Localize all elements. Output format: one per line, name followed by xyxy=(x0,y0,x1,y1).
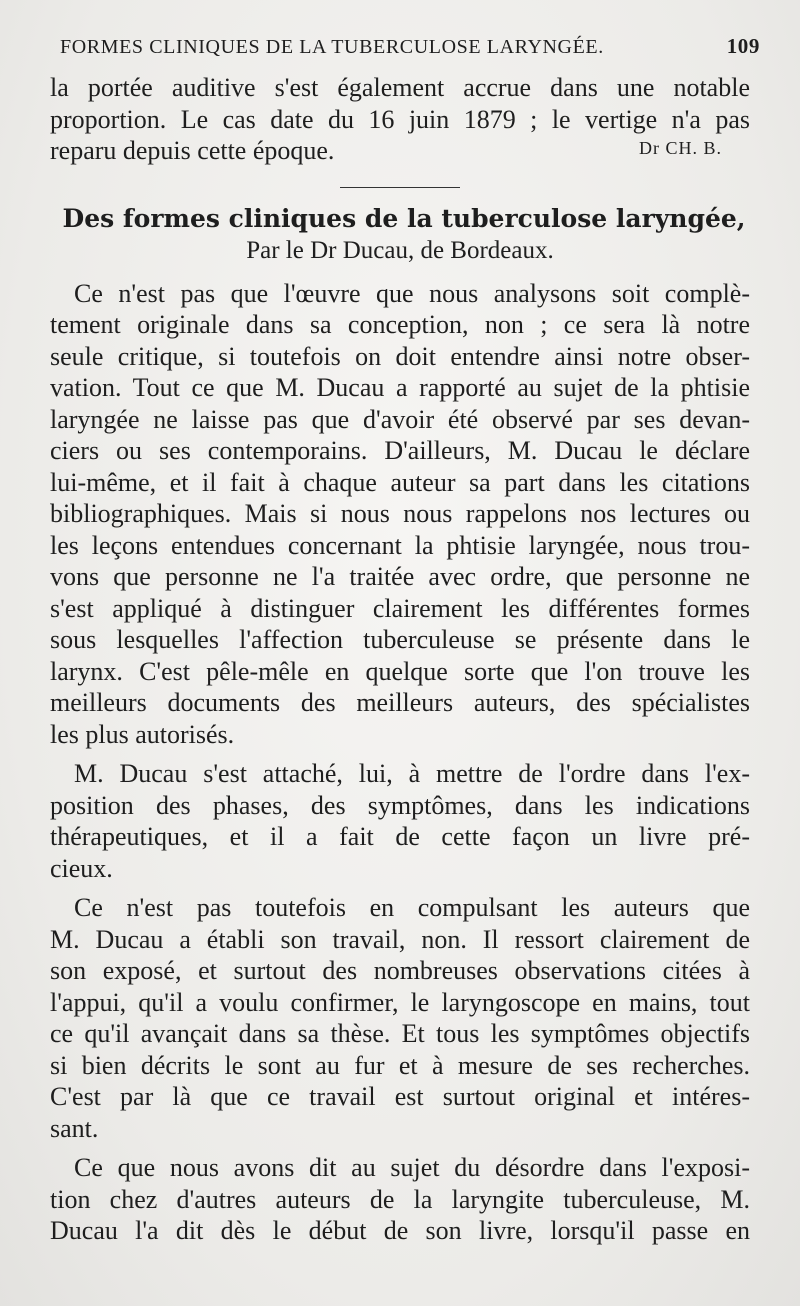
text-line: proportion. Le cas date du 16 juin 1879 ; le vertige n'a pas xyxy=(50,104,750,134)
article-author: Par le Dr Ducau, de Bordeaux. xyxy=(246,236,554,264)
paragraph xyxy=(50,892,750,1144)
running-header xyxy=(60,34,760,59)
text-line: Ce n'est pas toutefois en compulsant les auteurs que xyxy=(74,893,750,922)
text-line: les leçons entendues concernant la phtisie laryngée, nous trou- xyxy=(50,530,750,560)
text-line: tement originale dans sa conception, non ; ce sera là notre xyxy=(50,310,750,339)
text-line: l'appui, qu'il a voulu confirmer, le laryngoscope en mains, tout xyxy=(50,987,750,1017)
text-line: s'est appliqué à distinguer clairement les différentes formes xyxy=(50,593,750,623)
text-line: la portée auditive s'est également accrue dans une notable xyxy=(50,73,750,102)
page-number: 109 xyxy=(726,34,760,58)
page-body xyxy=(50,72,750,1247)
text-line: reparu depuis cette époque. xyxy=(50,136,335,165)
text-line: sant. xyxy=(50,1113,99,1143)
text-line: C'est par là que ce travail est surtout original et intéres- xyxy=(50,1082,750,1111)
paragraph-gap xyxy=(50,750,750,758)
text-line: son exposé, et surtout des nombreuses observations citées à xyxy=(50,956,750,985)
section-divider xyxy=(340,187,460,188)
text-line: seule critique, si toutefois on doit entendre ainsi notre obser- xyxy=(50,341,750,371)
text-line: ciers ou ses contemporains. D'ailleurs, M. Ducau le déclare xyxy=(50,436,750,465)
text-line: si bien décrits le sont au fur et à mesure de ses recherches. xyxy=(50,1050,750,1080)
text-line: M. Ducau a établi son travail, non. Il ressort clairement de xyxy=(50,924,750,954)
text-line: tion chez d'autres auteurs de la laryngite tuberculeuse, M. xyxy=(50,1184,750,1214)
text-line: M. Ducau s'est attaché, lui, à mettre de l'ordre dans l'ex- xyxy=(74,759,750,788)
paragraph xyxy=(50,1152,750,1247)
running-title: FORMES CLINIQUES DE LA TUBERCULOSE LARYNGÉE. xyxy=(60,36,604,58)
text-line: sous lesquelles l'affection tuberculeuse se présente dans le xyxy=(50,625,750,654)
text-line: les plus autorisés. xyxy=(50,719,235,749)
text-line: Ce que nous avons dit au sujet du désordre dans l'exposi- xyxy=(74,1153,750,1182)
article-title: Des formes cliniques de la tuberculose laryngée, xyxy=(62,203,746,233)
text-line: thérapeutiques, et il a fait de cette façon un livre pré- xyxy=(50,822,750,851)
text-line: ce qu'il avançait dans sa thèse. Et tous les symptômes objectifs xyxy=(50,1019,750,1048)
signature: Dr CH. B. xyxy=(638,138,722,158)
text-line: Ducau l'a dit dès le début de son livre, lorsqu'il passe en xyxy=(50,1216,750,1245)
paragraph-gap xyxy=(50,1144,750,1152)
closing-line xyxy=(50,135,750,167)
text-line: vation. Tout ce que M. Ducau a rapporté au sujet de la phtisie xyxy=(50,373,750,402)
article-body xyxy=(50,278,750,1247)
text-line: vons que personne ne l'a traitée avec ordre, que personne ne xyxy=(50,562,750,591)
paragraph xyxy=(50,278,750,751)
text-line: laryngée ne laisse pas que d'avoir été observé par ses devan- xyxy=(50,404,750,434)
text-line: bibliographiques. Mais si nous nous rappelons nos lectures ou xyxy=(50,499,750,528)
text-line: larynx. C'est pêle-mêle en quelque sorte que l'on trouve les xyxy=(50,656,750,686)
text-line: cieux. xyxy=(50,853,113,883)
text-line: Ce n'est pas que l'œuvre que nous analysons soit complè- xyxy=(74,278,750,308)
paragraph-gap xyxy=(50,884,750,892)
paragraph xyxy=(50,758,750,884)
text-line: lui-même, et il fait à chaque auteur sa part dans les citations xyxy=(50,467,750,497)
text-line: position des phases, des symptômes, dans les indications xyxy=(50,790,750,820)
text-line: meilleurs documents des meilleurs auteurs, des spécialistes xyxy=(50,688,750,717)
